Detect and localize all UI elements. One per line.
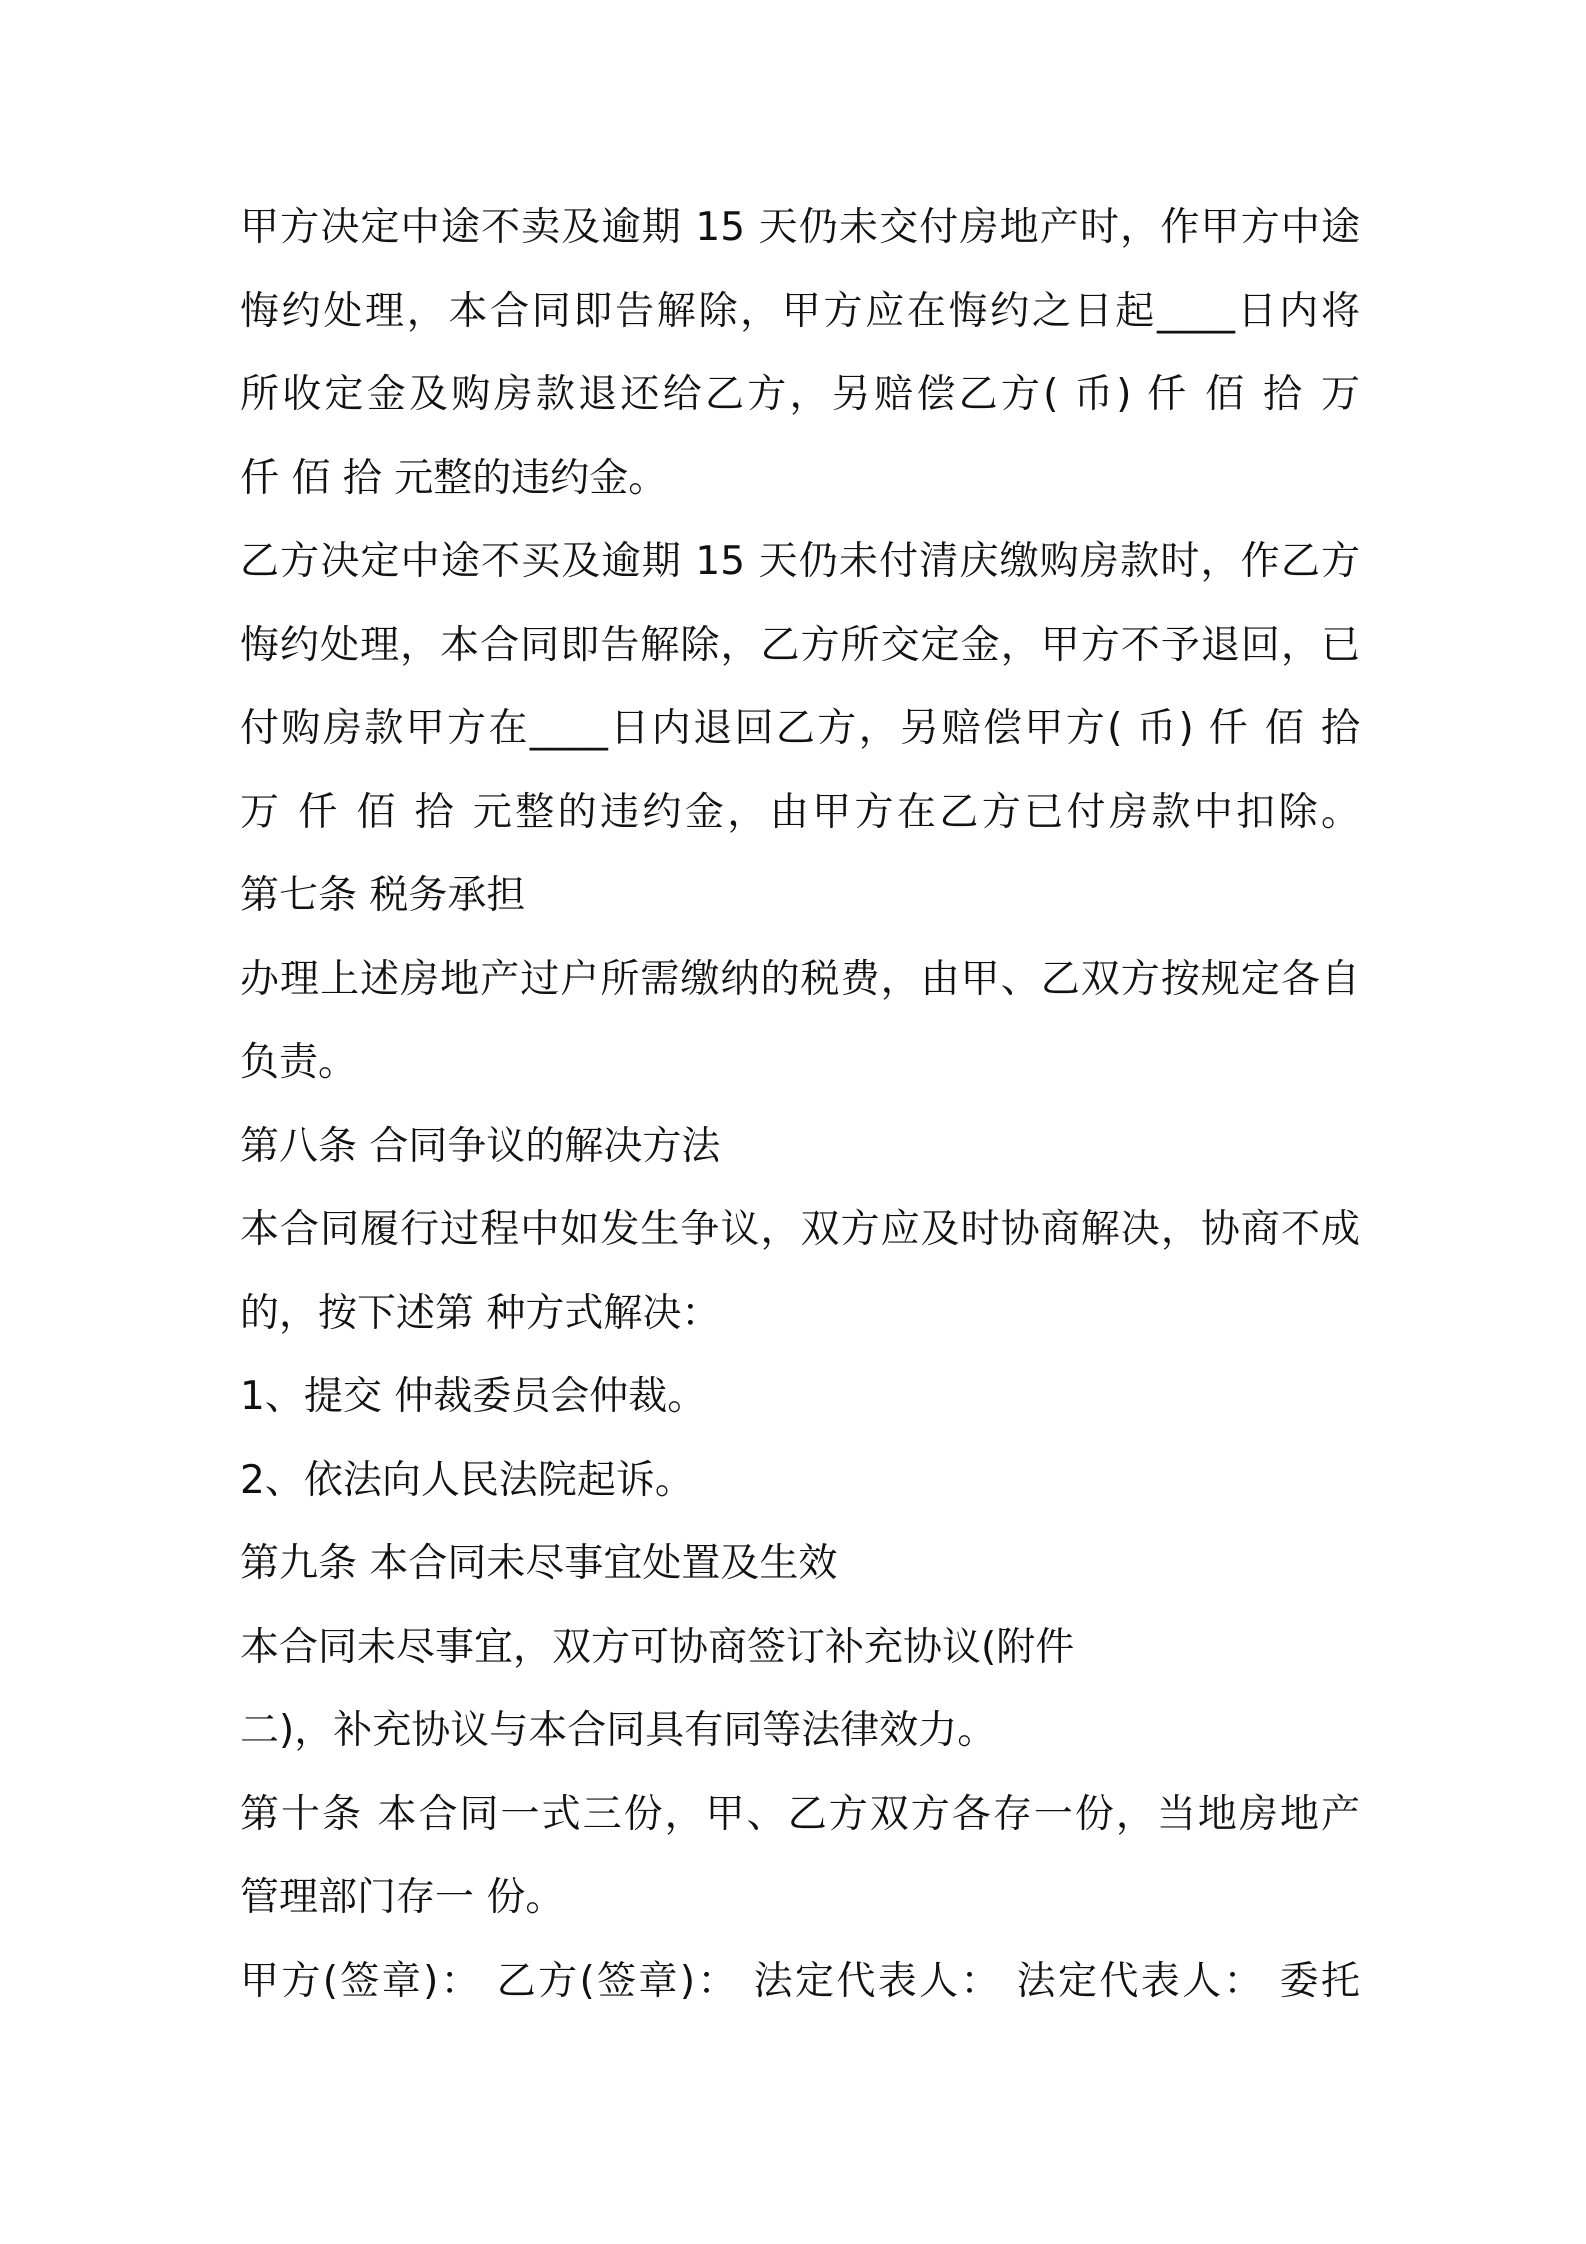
signature-line: 甲方(签章)： 乙方(签章)： 法定代表人： 法定代表人： 委托 <box>240 1958 1360 2004</box>
section-heading-article-7: 第七条 税务承担 <box>240 873 526 918</box>
paragraph-line: 管理部门存一 份。 <box>240 1875 565 1920</box>
section-heading-article-9: 第九条 本合同未尽事宜处置及生效 <box>240 1541 838 1586</box>
paragraph-line: 二)，补充协议与本合同具有同等法律效力。 <box>240 1708 997 1753</box>
paragraph-line: 乙方决定中途不买及逾期 15 天仍未付清庆缴购房款时，作乙方 <box>240 539 1360 584</box>
list-item: 2、依法向人民法院起诉。 <box>240 1457 694 1503</box>
paragraph-line: 付购房款甲方在____日内退回乙方，另赔偿甲方( 币) 仟 佰 拾 <box>240 706 1360 751</box>
paragraph-line: 本合同未尽事宜，双方可协商签订补充协议(附件 <box>240 1624 1075 1670</box>
paragraph-line: 的，按下述第 种方式解决： <box>240 1290 721 1336</box>
document-page <box>240 186 1360 2023</box>
paragraph-line: 所收定金及购房款退还给乙方，另赔偿乙方( 币) 仟 佰 拾 万 <box>240 372 1360 417</box>
paragraph-line: 悔约处理，本合同即告解除，甲方应在悔约之日起____日内将 <box>240 288 1360 334</box>
section-heading-article-10: 第十条 本合同一式三份，甲、乙方双方各存一份，当地房地产 <box>240 1791 1360 1837</box>
paragraph-line: 悔约处理，本合同即告解除，乙方所交定金，甲方不予退回，已 <box>240 622 1360 668</box>
paragraph-line: 万 仟 佰 拾 元整的违约金，由甲方在乙方已付房款中扣除。 <box>240 789 1360 835</box>
paragraph-line: 办理上述房地产过户所需缴纳的税费，由甲、乙双方按规定各自 <box>240 956 1360 1002</box>
paragraph-line: 本合同履行过程中如发生争议，双方应及时协商解决，协商不成 <box>240 1207 1360 1252</box>
section-heading-article-8: 第八条 合同争议的解决方法 <box>240 1123 721 1169</box>
list-item: 1、提交 仲裁委员会仲裁。 <box>240 1374 707 1419</box>
paragraph-line: 仟 佰 拾 元整的违约金。 <box>240 455 668 501</box>
paragraph-line: 负责。 <box>240 1040 358 1085</box>
paragraph-line: 甲方决定中途不卖及逾期 15 天仍未交付房地产时，作甲方中途 <box>240 205 1360 250</box>
